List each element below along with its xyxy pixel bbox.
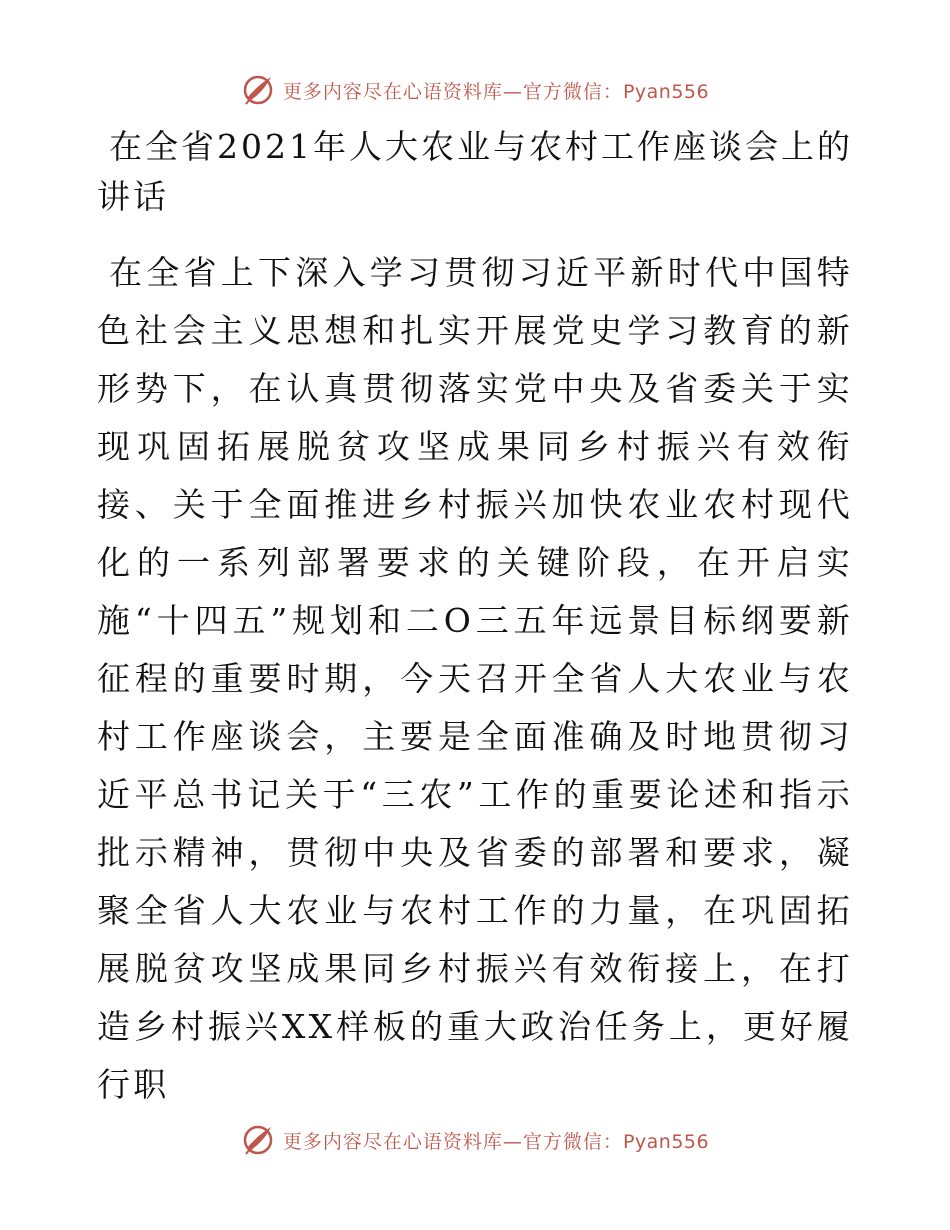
footer-banner (0, 1120, 950, 1160)
banner-separator: — (502, 1130, 523, 1153)
quill-logo-icon (241, 1123, 275, 1157)
quill-logo-icon (241, 73, 275, 107)
header-banner (0, 70, 950, 110)
banner-wechat-label: 官方微信： (522, 80, 623, 103)
document-paragraph: 在全省上下深入学习贯彻习近平新时代中国特色社会主义思想和扎实开展党史学习教育的新形势下，在认真贯彻落实党中央及省委关于实现巩固拓展脱贫攻坚成果同乡村振兴有效衔接、关于全面推进乡村振兴加快农业农村现代化的一系列部署要求的关键阶段，在开启实施“十四五”规划和二O三五年远景目标纲要新征程的重要时期，今天召开全省人大农业与农村工作座谈会，主要是全面准确及时地贯彻习近平总书记关于“三农”工作的重要论述和指示批示精神，贯彻中央及省委的部署和要求，凝聚全省人大农业与农村工作的力量，在巩固拓展脱贫攻坚成果同乡村振兴有效衔接上，在打造乡村振兴XX样板的重大政治任务上，更好履行职 (97, 253, 853, 1104)
banner-wechat-id: Pyan556 (622, 1130, 710, 1153)
banner-separator: — (502, 80, 523, 103)
banner-wechat-label: 官方微信： (522, 1130, 623, 1153)
banner-site-text: 更多内容尽在心语资料库 (282, 80, 503, 103)
footer-banner-text (283, 1127, 709, 1154)
header-banner-text (283, 77, 709, 104)
banner-site-text: 更多内容尽在心语资料库 (282, 1130, 503, 1153)
document-body (97, 122, 853, 1114)
document-title: 在全省2021年人大农业与农村工作座谈会上的讲话 (97, 127, 853, 216)
banner-wechat-id: Pyan556 (622, 80, 710, 103)
